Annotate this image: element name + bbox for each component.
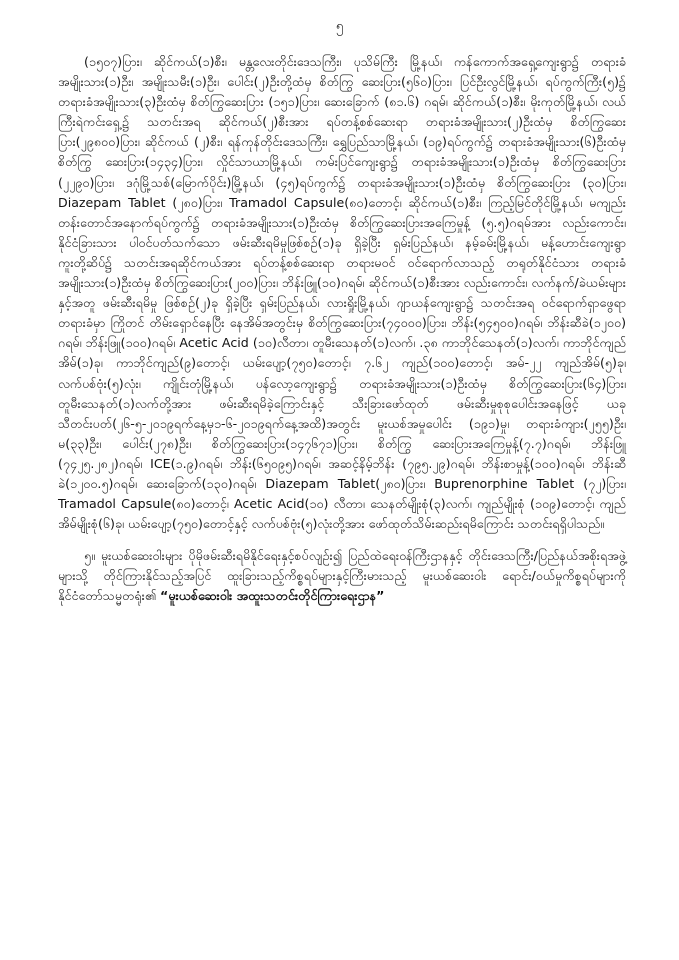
page-number: ၅: [335, 19, 344, 34]
paragraph-text: ၅။ မူးယစ်ဆေးဝါးများ ပိုမိုဖမ်းဆီးရမိနိုင်ရေးနှင့်စပ်လျဉ်း၍ ပြည်ထဲရေးဝန်ကြီးဌာနနှင့် တိုင်းဒေသကြီး/ပြည်နယ်အစိုးရအဖွဲ့များသို့ တိုင်ကြားနိုင်သည့်အပြင် ထူးခြားသည့်ကိစ္စရပ်များနှင့်ကြီးမားသည့် မူးယစ်ဆေးဝါး ရောင်း/ဝယ်မှုကိစ္စရပ်များကို နိုင်ငံတော်သမ္မတရုံး၏: [58, 548, 626, 604]
document-body: [58, 52, 626, 607]
paragraph-reporting-channel: [58, 546, 626, 606]
paragraph-seizure-report: [58, 52, 626, 534]
hotline-department-name: “မူးယစ်ဆေးဝါး အထူးသတင်းတိုင်ကြားရေးဌာန”: [160, 588, 385, 604]
paragraph-text: (၁၅၀၇)ပြား၊ ဆိုင်ကယ်(၁)စီး၊ မန္တလေးတိုင်းဒေသကြီး၊ ပုသိမ်ကြီး မြို့နယ်၊ ကန်ကောက်အရှေ့ကျေးရွာ၌ တရားခံအမျိုးသား(၁)ဦး၊ အမျိုးသမီး(၁)ဦး၊ ပေါင်း(၂)ဦးတို့ထံမှ စိတ်ကြွ ဆေးပြား(၅၆၀)ပြား၊ ပြင်ဦးလွင်မြို့နယ်၊ ရပ်ကွက်ကြီး(၅)၌ တရားခံအမျိုးသား(၃)ဦးထံမှ စိတ်ကြွဆေးပြား (၁၅၁)ပြား၊ ဆေးခြောက် (၈၁.၆) ဂရမ်၊ ဆိုင်ကယ်(၁)စီး၊ မိုးကုတ်မြို့နယ်၊ လယ်ကြီးရဲကင်းရှေ့၌ သတင်းအရ ဆိုင်ကယ်(၂)စီးအား ရပ်တန့်စစ်ဆေးရာ တရားခံအမျိုးသား(၂)ဦးထံမှ စိတ်ကြွဆေးပြား(၂၉၈၀၀)ပြား၊ ဆိုင်ကယ် (၂)စီး၊ ရန်ကုန်တိုင်းဒေသကြီး၊ ရွှေပြည်သာမြို့နယ်၊ (၁၉)ရပ်ကွက်၌ တရားခံအမျိုးသား(၆)ဦးထံမှ စိတ်ကြွ ဆေးပြား(၁၄၃၄)ပြား၊ လှိုင်သာယာမြို့နယ်၊ ကမ်းပြင်ကျေးရွာ၌ တရားခံအမျိုးသား(၁)ဦးထံမှ စိတ်ကြွဆေးပြား (၂၂၉၀)ပြား၊ ဒဂုံမြို့သစ်(မြောက်ပိုင်း)မြို့နယ်၊ (၄၅)ရပ်ကွက်၌ တရားခံအမျိုးသား(၁)ဦးထံမှ စိတ်ကြွဆေးပြား (၃၀)ပြား၊ Diazepam Tablet (၂၈၀)ပြား၊ Tramadol Capsule(၈၀)တောင့်၊ ဆိုင်ကယ်(၁)စီး၊ ကြည့်မြင်တိုင်မြို့နယ်၊ မကျည်းတန်းတောင်အနောက်ရပ်ကွက်၌ တရားခံအမျိုးသား(၁)ဦးထံမှ စိတ်ကြွဆေးပြားအကြေမှုန့် (၅.၅)ဂရမ်အား လည်းကောင်း၊ နိုင်ငံခြားသား ပါဝင်ပတ်သက်သော ဖမ်းဆီးရမိမှုဖြစ်စဉ်(၁)ခု ရှိခဲ့ပြီး ရှမ်းပြည်နယ်၊ နမ့်ခမ်းမြို့နယ်၊ မန့်ဟောင်းကျေးရွာကူးတို့ဆိပ်၌ သတင်းအရဆိုင်ကယ်အား ရပ်တန့်စစ်ဆေးရာ တရားမဝင် ဝင်ရောက်လာသည့် တရုတ်နိုင်ငံသား တရားခံအမျိုးသား(၁)ဦးထံမှ စိတ်ကြွဆေးပြား(၂၀၀)ပြား၊ ဘိန်းဖြူ(၁၀)ဂရမ်၊ ဆိုင်ကယ်(၁)စီးအား လည်းကောင်း၊ လက်နက်/ခဲယမ်းများနှင့်အတူ ဖမ်းဆီးရမိမှု ဖြစ်စဉ်(၂)ခု ရှိခဲ့ပြီး ရှမ်းပြည်နယ်၊ လားရှိုးမြို့နယ်၊ ဂျာယန်ကျေးရွာ၌ သတင်းအရ ဝင်ရောက်ရှာဖွေရာ တရားခံမှာ ကြိုတင် တိမ်းရှောင်နေပြီး နေအိမ်အတွင်းမှ စိတ်ကြွဆေးပြား(၇၄၀၀၀)ပြား၊ ဘိန်း(၅၄၅၀၀)ဂရမ်၊ ဘိန်းဆီခဲ(၁၂၀၀) ဂရမ်၊ ဘိန်းဖြူ(၁၀၀)ဂရမ်၊ Acetic Acid (၁၀)လီတာ၊ တူမီးသေနတ်(၁)လက်၊ .၃၈ ကာဘိုင်သေနတ်(၁)လက်၊ ကာဘိုင်ကျည်အိမ်(၁)ခု၊ ကာဘိုင်ကျည်(၉)တောင့်၊ ယမ်းပျော့(၇၅၀)တောင့်၊ ၇.၆၂ ကျည်(၁၀၀)တောင့်၊ အမ်-၂၂ ကျည်အိမ်(၅)ခု၊ လက်ပစ်ဗုံး(၅)လုံး၊ ကျိုင်းတုံမြို့နယ်၊ ပန်လော့ကျေးရွာ၌ တရားခံအမျိုးသား(၁)ဦးထံမှ စိတ်ကြွဆေးပြား(၆၄)ပြား၊ တူမီးသေနတ်(၁)လက်တို့အား ဖမ်းဆီးရမိခဲ့ကြောင်းနှင့် သီးခြားဖော်ထုတ် ဖမ်းဆီးမှုစုစုပေါင်းအနေဖြင့် ယခုသီတင်းပတ်(၂၆-၅-၂၀၁၉ရက်နေ့မှ၁-၆-၂၀၁၉ရက်နေ့အထိ)အတွင်း မူးယစ်အမှုပေါင်း (၁၉၁)မှု၊ တရားခံကျား(၂၅၅)ဦး၊ မ(၃၃)ဦး၊ ပေါင်း(၂၇၈)ဦး၊ စိတ်ကြွဆေးပြား(၁၄၇၆၇၁)ပြား၊ စိတ်ကြွ ဆေးပြားအကြေမှုန့်(၇.၇)ဂရမ်၊ ဘိန်းဖြူ (၇၄၂၅.၂၈၂)ဂရမ်၊ ICE(၁.၉)ဂရမ်၊ ဘိန်း(၆၅၀၉၅)ဂရမ်၊ အဆင့်နိမ့်ဘိန်း (၇၉၅.၂၉)ဂရမ်၊ ဘိန်းစာမှုန့်(၁၀၀)ဂရမ်၊ ဘိန်းဆီခဲ(၁၂၀၀.၅)ဂရမ်၊ ဆေးခြောက်(၁၃၀)ဂရမ်၊ Diazepam Tablet(၂၈၀)ပြား၊ Buprenorphine Tablet (၇၂)ပြား၊ Tramadol Capsule(၈၀)တောင့်၊ Acetic Acid(၁၀) လီတာ၊ သေနတ်မျိုးစုံ(၃)လက်၊ ကျည်မျိုးစုံ (၁၀၉)တောင့်၊ ကျည်အိမ်မျိုးစုံ(၆)ခု၊ ယမ်းပျော့(၇၅၀)တောင့်နှင့် လက်ပစ်ဗုံး(၅)လုံးတို့အား ဖော်ထုတ်သိမ်းဆည်းရမိကြောင်း သတင်းရရှိပါသည်။: [58, 54, 626, 532]
